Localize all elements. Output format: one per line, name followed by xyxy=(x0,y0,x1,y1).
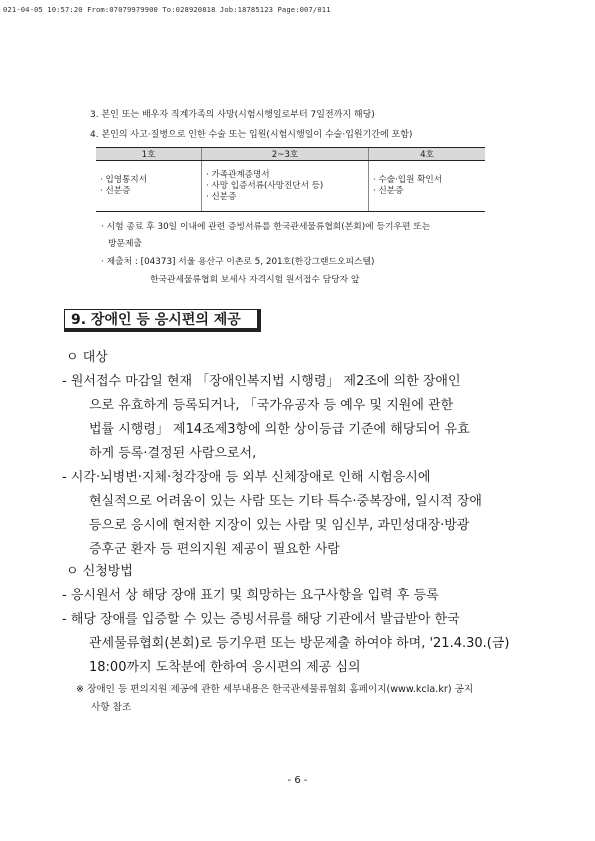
bullet-heading: ㅇ 대상 xyxy=(66,350,108,365)
body-line: 18:00까지 도착분에 한하여 응시편의 제공 심의 xyxy=(89,660,361,675)
table-header-3: 4호 xyxy=(369,148,486,161)
cell-text: · 신분증 xyxy=(100,186,131,196)
table-cell xyxy=(96,161,202,212)
bullet-heading: ㅇ 신청방법 xyxy=(66,564,133,579)
section-title: 9. 장애인 등 응시편의 제공 xyxy=(64,309,261,332)
required-documents-table xyxy=(96,147,485,212)
note-line: · 시험 종료 후 30일 이내에 관련 증빙서류를 한국관세물류협회(본회)에 등기우편 또는 xyxy=(101,222,431,232)
page-number: - 6 - xyxy=(287,775,308,786)
note-line: 방문제출 xyxy=(108,239,142,249)
body-line: 법률 시행령」 제14조제3항에 의한 상이등급 기준에 해당되어 유효 xyxy=(89,422,470,437)
table-header-1: 1호 xyxy=(96,148,202,161)
list-item: 4. 본인의 사고·질병으로 인한 수술 또는 입원(시험시행일이 수술·입원기간에 포함) xyxy=(90,130,413,140)
cell-text: · 가족관계증명서 xyxy=(206,169,270,180)
body-line: 현실적으로 어려움이 있는 사람 또는 기타 특수·중복장애, 일시적 장애 xyxy=(89,494,482,509)
footnote-line: ※ 장애인 등 편의지원 제공에 관한 세부내용은 한국관세물류협회 홈페이지(www.kcla.kr) 공지 xyxy=(76,684,474,695)
body-line: 으로 유효하게 등록되거나, 「국가유공자 등 예우 및 지원에 관한 xyxy=(89,398,454,413)
cell-text: · 신분증 xyxy=(373,186,404,196)
body-line: - 시각·뇌병변·지체·청각장애 등 외부 신체장애로 인해 시험응시에 xyxy=(62,470,431,485)
cell-text: · 신분증 xyxy=(206,191,237,202)
cell-text: · 입영통지서 xyxy=(100,175,147,185)
footnote-line: 사항 참조 xyxy=(91,702,132,713)
note-line: · 제출처 : [04373] 서울 용산구 이촌로 5, 201호(한강그랜드오피스텔) xyxy=(101,257,375,267)
body-line: - 응시원서 상 해당 장애 표기 및 희망하는 요구사항을 입력 후 등록 xyxy=(62,588,439,603)
table-header-2: 2~3호 xyxy=(202,148,369,161)
list-item: 3. 본인 또는 배우자 직계가족의 사망(시험시행일로부터 7일전까지 해당) xyxy=(90,110,375,120)
body-line: 관세물류협회(본회)로 등기우편 또는 방문제출 하여야 하며, '21.4.30.(금) xyxy=(89,636,510,651)
cell-text: · 사망 입증서류(사망진단서 등) xyxy=(206,180,324,191)
cell-text: · 수술·입원 확인서 xyxy=(373,175,443,185)
note-line: 한국관세물류협회 보세사 자격시험 원서접수 담당자 앞 xyxy=(150,275,360,285)
body-line: 등으로 응시에 현저한 지장이 있는 사람 및 임신부, 과민성대장·방광 xyxy=(89,518,470,533)
fax-header: 021-04-05 10:57:20 From:07079979900 To:028920818 Job:18785123 Page:007/011 xyxy=(3,5,331,14)
table-cell xyxy=(202,161,369,212)
table-cell xyxy=(369,161,486,212)
body-line: 하게 등록·결정된 사람으로서, xyxy=(89,446,257,461)
body-line: - 해당 장애를 입증할 수 있는 증빙서류를 해당 기관에서 발급받아 한국 xyxy=(62,612,460,627)
table-row xyxy=(96,161,485,212)
body-line: - 원서접수 마감일 현재 「장애인복지법 시행령」 제2조에 의한 장애인 xyxy=(62,374,461,389)
body-line: 증후군 환자 등 편의지원 제공이 필요한 사람 xyxy=(89,542,340,557)
